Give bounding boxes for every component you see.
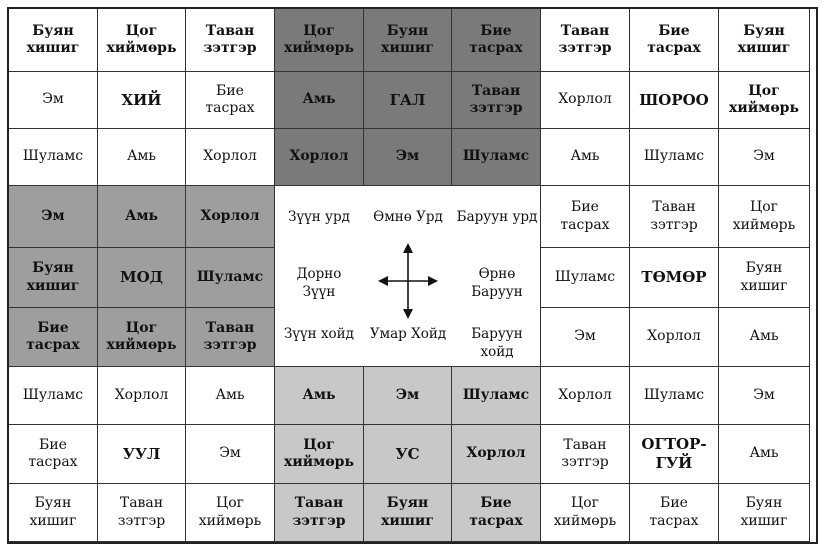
- grid-cell-r9-c3: Цог хиймөрь: [186, 484, 275, 542]
- grid-cell-r1-c4: Цог хиймөрь: [275, 9, 364, 72]
- grid-cell-r7-c6: Шуламс: [452, 367, 541, 425]
- grid-cell-r3-c5: Эм: [364, 129, 452, 186]
- grid-cell-r3-c1: Шуламс: [9, 129, 98, 186]
- grid-cell-r9-c9: Буян хишиг: [719, 484, 810, 542]
- direction-label-northeast: Баруун урд: [456, 209, 538, 225]
- grid-cell-r5-c8: ТӨМӨР: [630, 248, 719, 308]
- grid-cell-r3-c2: Амь: [98, 129, 186, 186]
- grid-cell-r1-c9: Буян хишиг: [719, 9, 810, 72]
- grid-cell-r9-c2: Таван зэтгэр: [98, 484, 186, 542]
- grid-cell-r5-c1: Буян хишиг: [9, 248, 98, 308]
- grid-cell-r1-c5: Буян хишиг: [364, 9, 452, 72]
- grid-cell-r7-c1: Шуламс: [9, 367, 98, 425]
- grid-cell-r2-c5: ГАЛ: [364, 72, 452, 129]
- grid-cell-r3-c8: Шуламс: [630, 129, 719, 186]
- grid-cell-r2-c6: Таван зэтгэр: [452, 72, 541, 129]
- grid-cell-r8-c3: Эм: [186, 425, 275, 484]
- grid-cell-r3-c9: Эм: [719, 129, 810, 186]
- direction-label-northwest: Зүүн урд: [288, 209, 350, 225]
- direction-label-southwest: Зүүн хойд: [283, 326, 354, 342]
- grid-cell-r7-c9: Эм: [719, 367, 810, 425]
- grid-cell-r6-c2: Цог хиймөрь: [98, 308, 186, 367]
- grid-cell-r2-c3: Бие тасрах: [186, 72, 275, 129]
- direction-label-west: Дорно Зүүн: [296, 266, 342, 300]
- grid-cell-r7-c5: Эм: [364, 367, 452, 425]
- grid-cell-r4-c9: Цог хиймөрь: [719, 186, 810, 248]
- direction-label-southeast: Баруун хойд: [471, 326, 523, 360]
- grid-cell-r8-c7: Таван зэтгэр: [541, 425, 630, 484]
- grid-cell-r3-c3: Хорлол: [186, 129, 275, 186]
- grid-cell-r2-c1: Эм: [9, 72, 98, 129]
- grid-cell-r4-c2: Амь: [98, 186, 186, 248]
- grid-cell-r9-c1: Буян хишиг: [9, 484, 98, 542]
- grid-cell-r6-c8: Хорлол: [630, 308, 719, 367]
- grid-cell-r1-c1: Буян хишиг: [9, 9, 98, 72]
- grid-cell-r6-c7: Эм: [541, 308, 630, 367]
- grid-cell-r4-c3: Хорлол: [186, 186, 275, 248]
- grid-cell-r1-c3: Таван зэтгэр: [186, 9, 275, 72]
- grid-cell-r5-c3: Шуламс: [186, 248, 275, 308]
- grid-cell-r8-c2: УУЛ: [98, 425, 186, 484]
- grid-cell-r4-c1: Эм: [9, 186, 98, 248]
- grid-cell-r7-c8: Шуламс: [630, 367, 719, 425]
- grid-cell-r3-c6: Шуламс: [452, 129, 541, 186]
- grid-cell-r9-c6: Бие тасрах: [452, 484, 541, 542]
- grid-cell-r7-c4: Амь: [275, 367, 364, 425]
- grid-cell-r9-c5: Буян хишиг: [364, 484, 452, 542]
- grid-cell-r6-c1: Бие тасрах: [9, 308, 98, 367]
- grid-cell-r6-c3: Таван зэтгэр: [186, 308, 275, 367]
- grid-cell-r4-c7: Бие тасрах: [541, 186, 630, 248]
- grid-cell-r5-c7: Шуламс: [541, 248, 630, 308]
- compass-arrows-icon: [378, 241, 438, 321]
- grid-cell-r3-c4: Хорлол: [275, 129, 364, 186]
- grid-cell-r2-c8: ШОРОО: [630, 72, 719, 129]
- grid-cell-r8-c9: Амь: [719, 425, 810, 484]
- grid-cell-r8-c8: ОГТОР- ГУЙ: [630, 425, 719, 484]
- grid-cell-r9-c8: Бие тасрах: [630, 484, 719, 542]
- grid-cell-r8-c5: УС: [364, 425, 452, 484]
- grid-cell-r8-c6: Хорлол: [452, 425, 541, 484]
- direction-label-south: Умар Хойд: [369, 326, 447, 342]
- compass-center: [275, 186, 541, 367]
- grid-cell-r8-c1: Бие тасрах: [9, 425, 98, 484]
- grid-cell-r4-c8: Таван зэтгэр: [630, 186, 719, 248]
- grid-cell-r8-c4: Цог хиймөрь: [275, 425, 364, 484]
- grid-cell-r1-c7: Таван зэтгэр: [541, 9, 630, 72]
- grid-cell-r6-c9: Амь: [719, 308, 810, 367]
- grid-cell-r9-c4: Таван зэтгэр: [275, 484, 364, 542]
- grid-cell-r1-c6: Бие тасрах: [452, 9, 541, 72]
- direction-label-north: Өмнө Урд: [373, 209, 443, 225]
- grid-cell-r7-c3: Амь: [186, 367, 275, 425]
- direction-grid: [7, 7, 818, 544]
- grid-cell-r2-c9: Цог хиймөрь: [719, 72, 810, 129]
- grid-cell-r3-c7: Амь: [541, 129, 630, 186]
- grid-cell-r1-c2: Цог хиймөрь: [98, 9, 186, 72]
- grid-cell-r7-c2: Хорлол: [98, 367, 186, 425]
- grid-cell-r9-c7: Цог хиймөрь: [541, 484, 630, 542]
- direction-label-east: Өрнө Баруун: [471, 266, 523, 300]
- grid-cell-r2-c7: Хорлол: [541, 72, 630, 129]
- grid-cell-r1-c8: Бие тасрах: [630, 9, 719, 72]
- grid-cell-r5-c2: МОД: [98, 248, 186, 308]
- grid-cell-r5-c9: Буян хишиг: [719, 248, 810, 308]
- grid-cell-r2-c4: Амь: [275, 72, 364, 129]
- grid-cell-r2-c2: ХИЙ: [98, 72, 186, 129]
- grid-cell-r7-c7: Хорлол: [541, 367, 630, 425]
